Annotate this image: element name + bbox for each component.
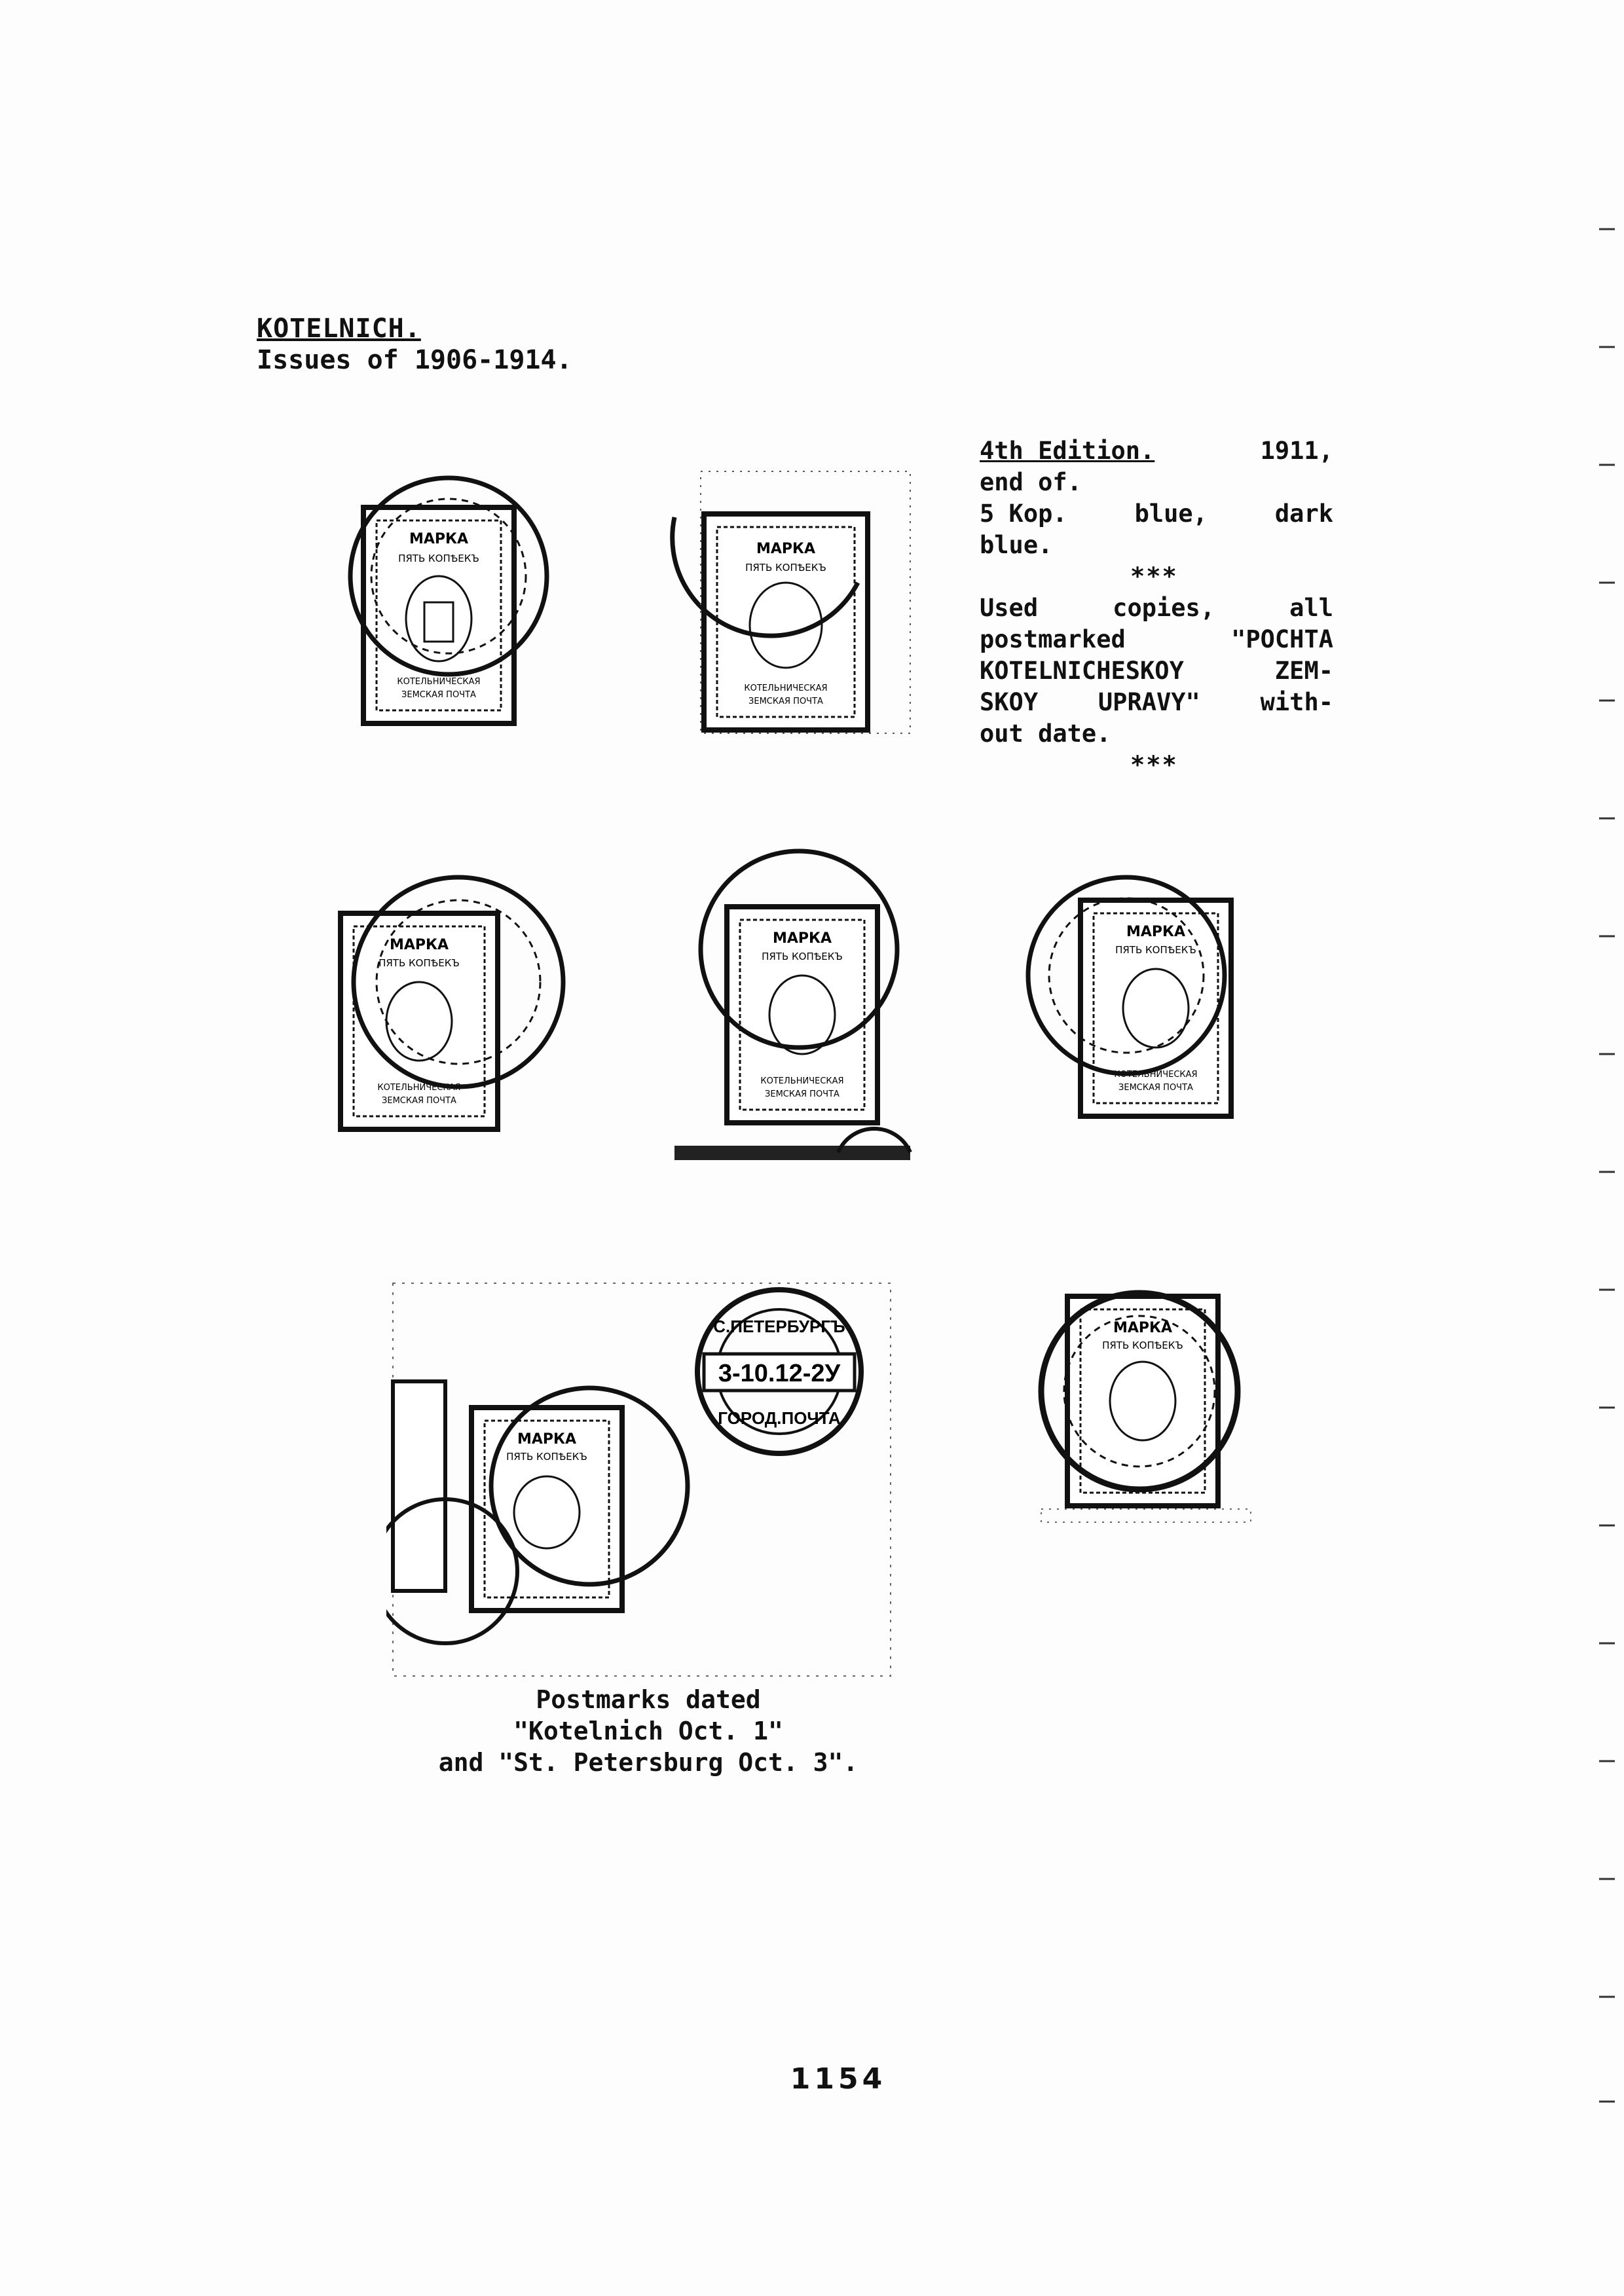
used-line-5: out date. [980, 720, 1111, 748]
used-line-1: Used copies, all [980, 594, 1333, 622]
caption-line-1: Postmarks dated [536, 1685, 761, 1714]
stamp-top-text: МАРКА [772, 930, 832, 947]
edition-label: 4th Edition. [980, 437, 1155, 465]
edition-notes [980, 435, 1333, 781]
separator-stars: *** [1130, 562, 1178, 591]
page-number: 1154 [790, 2062, 887, 2096]
edition-value: 5 Kop. [980, 500, 1067, 528]
stamp-value-text: ПЯТЬ КОПѢЕКЪ [378, 957, 460, 969]
stamp-value-text: ПЯТЬ КОПѢЕКЪ [1115, 944, 1196, 956]
page-subtitle: Issues of 1906-1914. [257, 345, 572, 375]
stamp-top-text: МАРКА [756, 541, 816, 557]
stamp-bottom-text-2: ЗЕМСКАЯ ПОЧТА [382, 1096, 456, 1106]
stamp-7 [1028, 1277, 1257, 1532]
used-line-3: KOTELNICHESKOY ZEM- [980, 657, 1333, 685]
stamp-2 [661, 458, 917, 746]
edition-line-4: blue. [980, 531, 1053, 559]
page-title: KOTELNICH. [257, 314, 421, 344]
stamp-value-text: ПЯТЬ КОПѢЕКЪ [745, 562, 826, 574]
edition-year: 1911, [1260, 437, 1333, 465]
stamp-bottom-text-2: ЗЕМСКАЯ ПОЧТА [1118, 1083, 1193, 1093]
binder-margin-marks [1598, 216, 1617, 2115]
stamp-3 [327, 851, 570, 1152]
caption-line-2: "Kotelnich Oct. 1" [513, 1717, 783, 1745]
stamp-bottom-text-1: КОТЕЛЬНИЧЕСКАЯ [760, 1076, 844, 1086]
stamp-1 [327, 458, 563, 746]
spb-date: 3-10.12-2У [718, 1360, 841, 1387]
caption-line-3: and "St. Petersburg Oct. 3". [438, 1748, 858, 1777]
edition-line-2: end of. [980, 468, 1082, 496]
stamp-top-text: МАРКА [409, 531, 469, 547]
used-line-4: SKOY UPRAVY" with- [980, 688, 1333, 716]
stamp-bottom-text-1: КОТЕЛЬНИЧЕСКАЯ [744, 683, 828, 693]
stamp-5 [1008, 864, 1270, 1139]
stamp-top-text: МАРКА [1126, 924, 1186, 940]
postmark-caption [367, 1684, 930, 1778]
stamp-4 [668, 845, 917, 1172]
edition-color: blue, [1134, 500, 1208, 528]
stamp-value-text: ПЯТЬ КОПѢЕКЪ [762, 951, 843, 962]
stamp-bottom-text-1: КОТЕЛЬНИЧЕСКАЯ [377, 1083, 461, 1093]
stamp-value-text: ПЯТЬ КОПѢЕКЪ [506, 1451, 587, 1463]
stamp-top-text: МАРКА [389, 937, 449, 953]
separator-stars-2: *** [1130, 751, 1178, 779]
stamp-bottom-text-1: КОТЕЛЬНИЧЕСКАЯ [397, 677, 481, 687]
st-petersburg-cancel [697, 1290, 861, 1453]
stamp-6-on-piece [386, 1277, 897, 1683]
stamp-bottom-text-1: КОТЕЛЬНИЧЕСКАЯ [1114, 1070, 1198, 1080]
spb-bottom-text: ГОРОД.ПОЧТА [718, 1408, 841, 1428]
stamp-bottom-text-2: ЗЕМСКАЯ ПОЧТА [401, 690, 476, 700]
stamp-top-text: МАРКА [517, 1431, 577, 1448]
stamp-value-text: ПЯТЬ КОПѢЕКЪ [398, 553, 479, 564]
stamp-bottom-text-2: ЗЕМСКАЯ ПОЧТА [765, 1089, 840, 1099]
stamp-bottom-text-2: ЗЕМСКАЯ ПОЧТА [748, 697, 823, 706]
edition-color-2: dark [1274, 500, 1333, 528]
used-line-2: postmarked "POCHTA [980, 625, 1333, 653]
stamp-top-text: МАРКА [1113, 1320, 1173, 1336]
page-heading [257, 313, 572, 376]
spb-top-text: С.ПЕТЕРБУРГЪ [713, 1317, 845, 1336]
stamp-frame [363, 507, 514, 723]
stamp-value-text: ПЯТЬ КОПѢЕКЪ [1102, 1339, 1183, 1351]
